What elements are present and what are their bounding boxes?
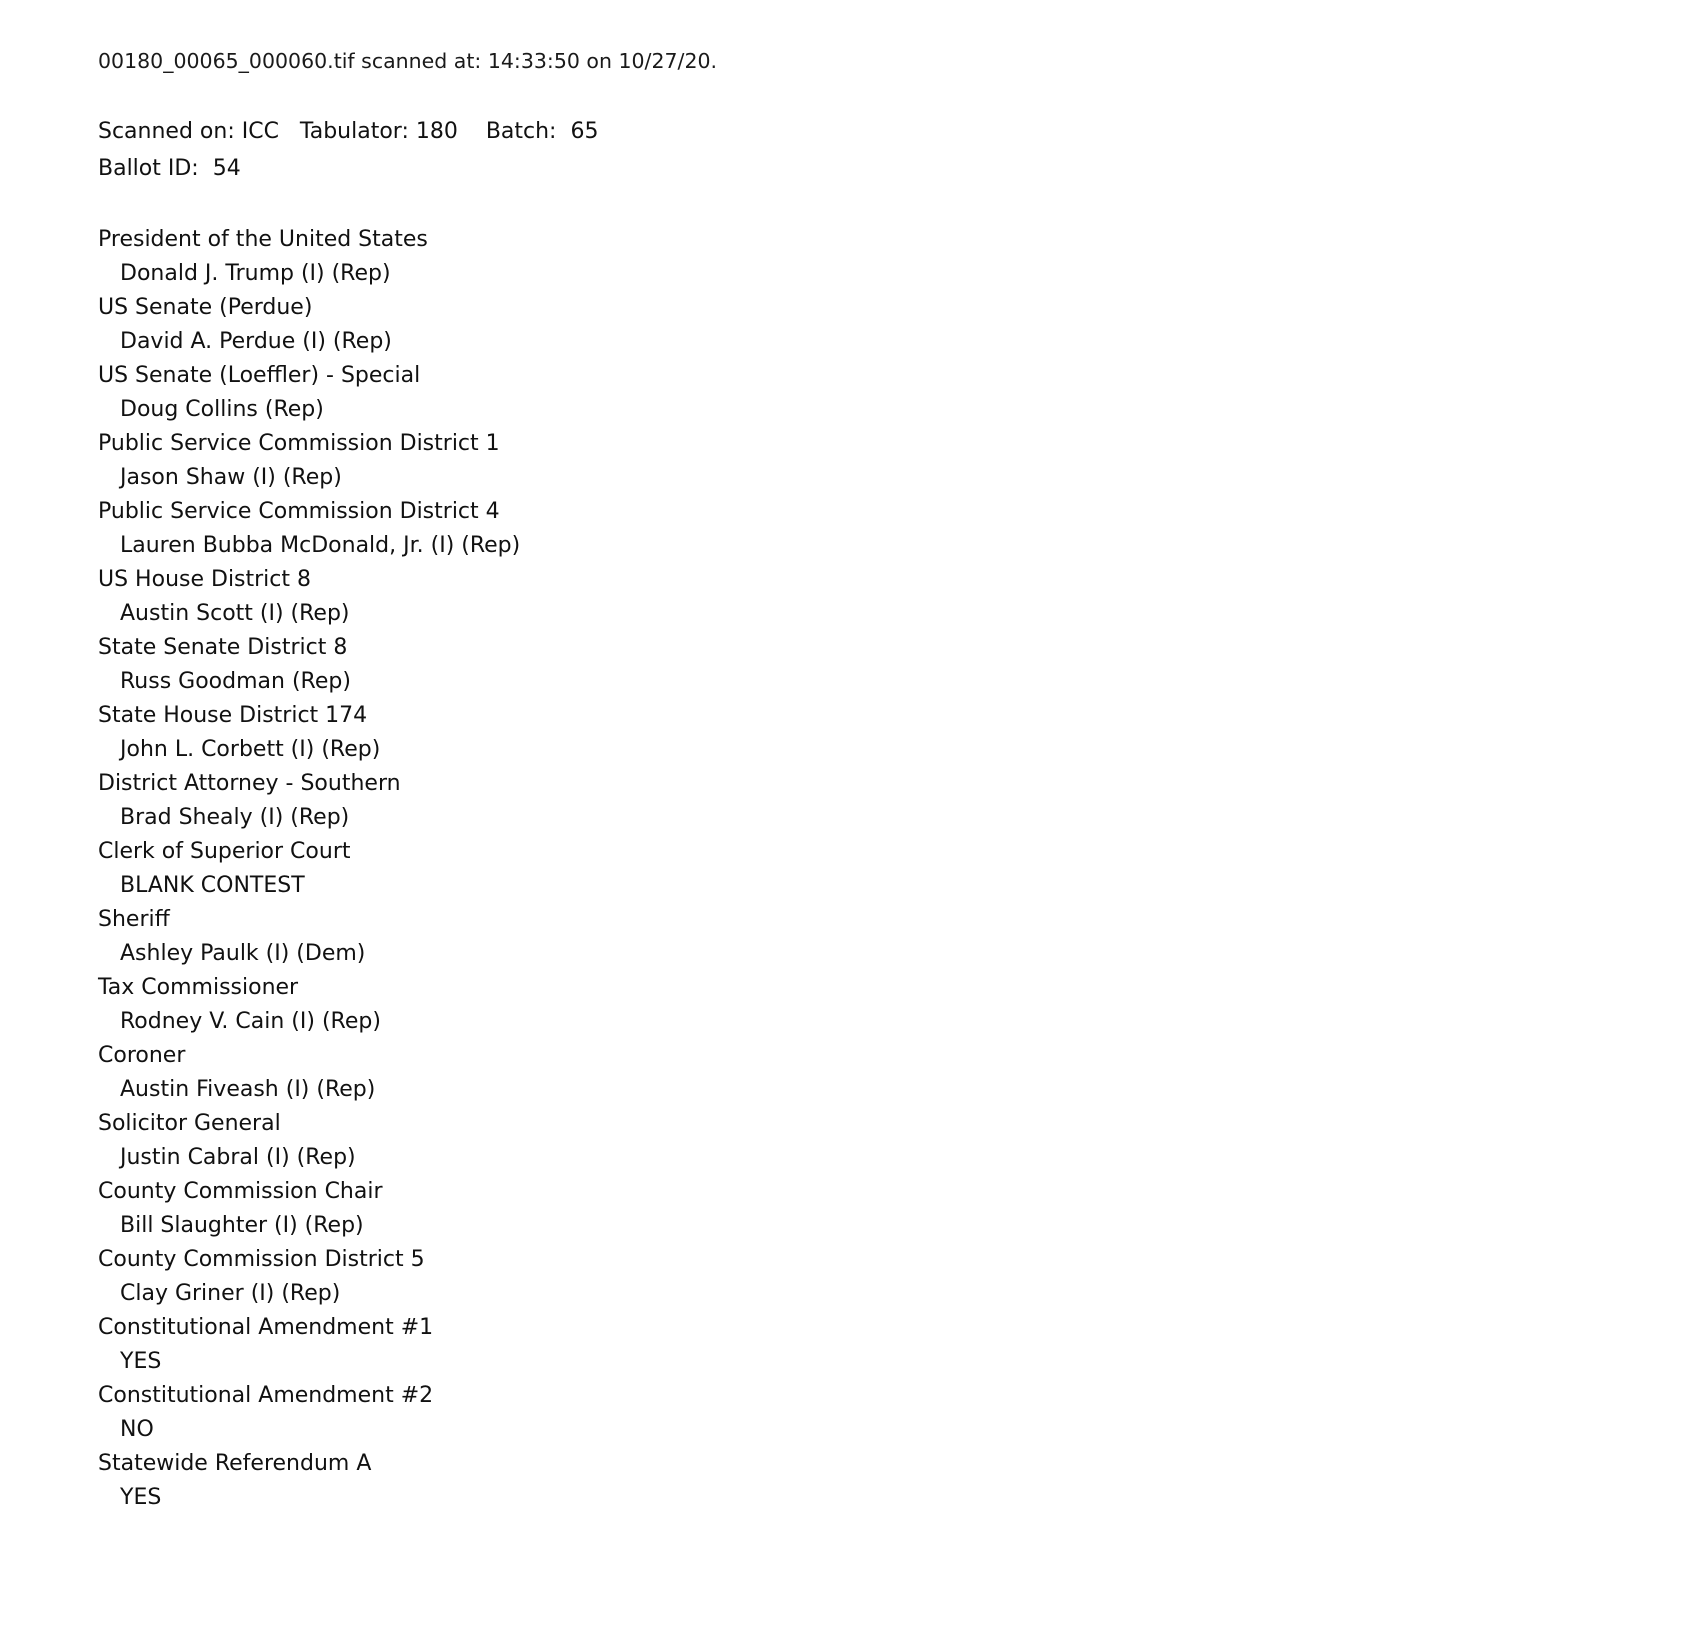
contest-choice: Clay Griner (I) (Rep) [120, 1281, 341, 1306]
scan-header-line: 00180_00065_000060.tif scanned at: 14:33:50 on 10/27/20. [98, 49, 718, 73]
contest-choice: Austin Fiveash (I) (Rep) [120, 1077, 376, 1102]
contest-entry [98, 223, 1638, 291]
contest-entry [98, 971, 1638, 1039]
contest-entry [98, 699, 1638, 767]
contest-choice: Donald J. Trump (I) (Rep) [120, 261, 391, 286]
contest-title: Public Service Commission District 1 [98, 431, 500, 456]
contest-title: State House District 174 [98, 703, 368, 728]
contest-choice: Lauren Bubba McDonald, Jr. (I) (Rep) [120, 533, 521, 558]
contest-choice: Brad Shealy (I) (Rep) [120, 805, 350, 830]
contest-entry [98, 427, 1638, 495]
scan-meta-line-1: Scanned on: ICC Tabulator: 180 Batch: 65 [98, 119, 599, 144]
contest-title: Statewide Referendum A [98, 1451, 372, 1476]
contest-title: US Senate (Loeffler) - Special [98, 363, 421, 388]
contest-title: Solicitor General [98, 1111, 281, 1136]
contest-entry [98, 1447, 1638, 1515]
contest-entry [98, 631, 1638, 699]
scan-meta-line-2: Ballot ID: 54 [98, 156, 241, 181]
contest-title: Constitutional Amendment #2 [98, 1383, 434, 1408]
ballot-document [98, 46, 1638, 1515]
contest-entry [98, 1175, 1638, 1243]
contest-choice: Russ Goodman (Rep) [120, 669, 351, 694]
contest-choice: Ashley Paulk (I) (Dem) [120, 941, 366, 966]
contest-entry [98, 1311, 1638, 1379]
contest-choice: Justin Cabral (I) (Rep) [120, 1145, 356, 1170]
contest-entry [98, 1379, 1638, 1447]
contest-entry [98, 1107, 1638, 1175]
contest-title: Tax Commissioner [98, 975, 299, 1000]
contest-title: County Commission Chair [98, 1179, 383, 1204]
contest-choice: Doug Collins (Rep) [120, 397, 324, 422]
contest-title: Coroner [98, 1043, 186, 1068]
contest-title: State Senate District 8 [98, 635, 348, 660]
contest-entry [98, 495, 1638, 563]
contest-choice: David A. Perdue (I) (Rep) [120, 329, 392, 354]
contest-entry [98, 359, 1638, 427]
contest-entry [98, 1039, 1638, 1107]
contest-entry [98, 1243, 1638, 1311]
contest-title: Sheriff [98, 907, 170, 932]
contest-choice: Jason Shaw (I) (Rep) [120, 465, 342, 490]
contest-title: District Attorney - Southern [98, 771, 401, 796]
contest-entry [98, 767, 1638, 835]
contest-title: President of the United States [98, 227, 428, 252]
contest-entry [98, 835, 1638, 903]
spacer-after-header [98, 76, 1638, 113]
contest-list [98, 223, 1638, 1515]
contest-choice: Austin Scott (I) (Rep) [120, 601, 350, 626]
contest-choice: Rodney V. Cain (I) (Rep) [120, 1009, 381, 1034]
contest-title: County Commission District 5 [98, 1247, 425, 1272]
contest-choice: NO [120, 1417, 154, 1442]
contest-title: Public Service Commission District 4 [98, 499, 500, 524]
contest-title: US House District 8 [98, 567, 312, 592]
contest-entry [98, 563, 1638, 631]
contest-entry [98, 291, 1638, 359]
contest-title: Constitutional Amendment #1 [98, 1315, 434, 1340]
contest-choice: YES [120, 1349, 162, 1374]
contest-title: US Senate (Perdue) [98, 295, 313, 320]
contest-title: Clerk of Superior Court [98, 839, 351, 864]
contest-choice: Bill Slaughter (I) (Rep) [120, 1213, 364, 1238]
contest-choice: YES [120, 1485, 162, 1510]
contest-entry [98, 903, 1638, 971]
spacer-before-contests [98, 187, 1638, 223]
contest-choice: John L. Corbett (I) (Rep) [120, 737, 381, 762]
contest-choice: BLANK CONTEST [120, 873, 305, 898]
